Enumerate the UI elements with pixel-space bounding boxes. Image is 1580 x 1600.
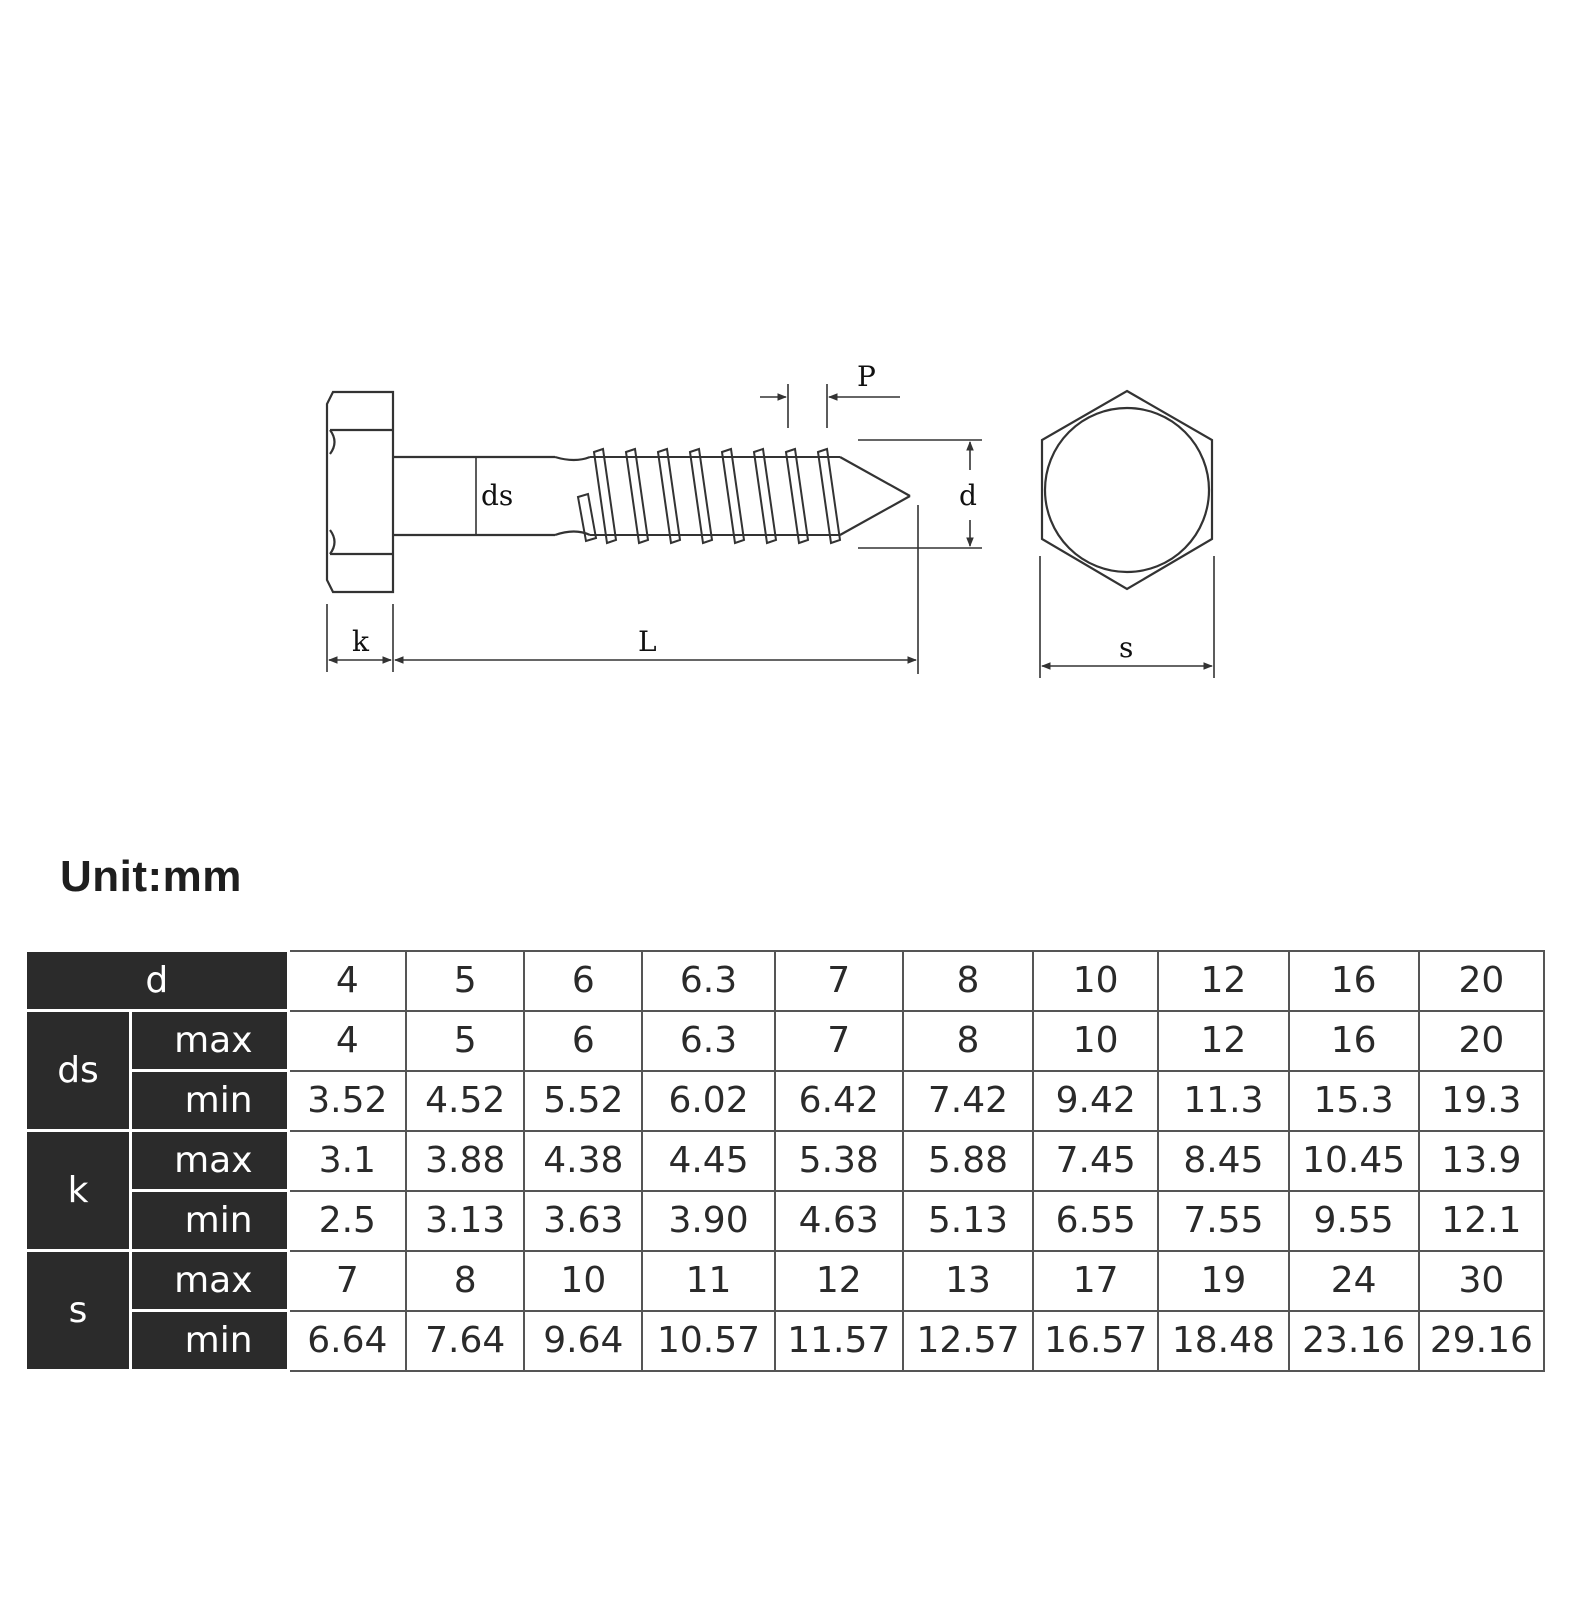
- value-cell: 3.1: [288, 1131, 406, 1191]
- value-cell: 4: [288, 1011, 406, 1071]
- value-cell: 4.45: [642, 1131, 774, 1191]
- thread-flight: [594, 449, 616, 543]
- thread-section: [578, 449, 840, 543]
- d-value-cell: 20: [1419, 951, 1544, 1011]
- pitch-dimension: [760, 384, 900, 428]
- row-label-min: min: [131, 1071, 289, 1131]
- value-cell: 5: [406, 1011, 524, 1071]
- d-value-cell: 4: [288, 951, 406, 1011]
- d-value-cell: 10: [1033, 951, 1158, 1011]
- value-cell: 11: [642, 1251, 774, 1311]
- value-cell: 6.42: [775, 1071, 903, 1131]
- value-cell: 5.52: [524, 1071, 642, 1131]
- value-cell: 9.42: [1033, 1071, 1158, 1131]
- value-cell: 24: [1289, 1251, 1419, 1311]
- d-value-cell: 8: [903, 951, 1033, 1011]
- thread-flight: [658, 449, 680, 543]
- value-cell: 12.1: [1419, 1191, 1544, 1251]
- value-cell: 5.88: [903, 1131, 1033, 1191]
- value-cell: 10: [1033, 1011, 1158, 1071]
- row-label-max: max: [131, 1131, 289, 1191]
- value-cell: 5.38: [775, 1131, 903, 1191]
- header-d-cell: d: [26, 951, 289, 1011]
- value-cell: 7.64: [406, 1311, 524, 1371]
- unit-label: Unit:mm: [60, 852, 242, 901]
- value-cell: 3.88: [406, 1131, 524, 1191]
- value-cell: 2.5: [288, 1191, 406, 1251]
- value-cell: 20: [1419, 1011, 1544, 1071]
- value-cell: 8: [903, 1011, 1033, 1071]
- value-cell: 12: [775, 1251, 903, 1311]
- value-cell: 12: [1158, 1011, 1288, 1071]
- thread-flight: [754, 449, 776, 543]
- thread-flight: [626, 449, 648, 543]
- d-value-cell: 5: [406, 951, 524, 1011]
- value-cell: 15.3: [1289, 1071, 1419, 1131]
- value-cell: 18.48: [1158, 1311, 1288, 1371]
- value-cell: 23.16: [1289, 1311, 1419, 1371]
- thread-flight: [786, 449, 808, 543]
- value-cell: 13.9: [1419, 1131, 1544, 1191]
- table-row: [26, 1251, 1545, 1311]
- hex-head-end: [1042, 391, 1212, 589]
- value-cell: 7.42: [903, 1071, 1033, 1131]
- value-cell: 29.16: [1419, 1311, 1544, 1371]
- d-value-cell: 12: [1158, 951, 1288, 1011]
- d-value-cell: 16: [1289, 951, 1419, 1011]
- value-cell: 9.64: [524, 1311, 642, 1371]
- l-label: L: [638, 625, 657, 658]
- value-cell: 10.57: [642, 1311, 774, 1371]
- value-cell: 30: [1419, 1251, 1544, 1311]
- value-cell: 8.45: [1158, 1131, 1288, 1191]
- value-cell: 5.13: [903, 1191, 1033, 1251]
- value-cell: 6.3: [642, 1011, 774, 1071]
- value-cell: 10: [524, 1251, 642, 1311]
- group-label-s: s: [26, 1251, 131, 1371]
- group-label-ds: ds: [26, 1011, 131, 1131]
- value-cell: 7: [288, 1251, 406, 1311]
- value-cell: 16: [1289, 1011, 1419, 1071]
- screw-drawing: [0, 0, 1580, 760]
- value-cell: 4.52: [406, 1071, 524, 1131]
- thread-flight: [818, 449, 840, 543]
- value-cell: 4.38: [524, 1131, 642, 1191]
- value-cell: 8: [406, 1251, 524, 1311]
- value-cell: 12.57: [903, 1311, 1033, 1371]
- table-row: [26, 1191, 1545, 1251]
- value-cell: 19: [1158, 1251, 1288, 1311]
- value-cell: 19.3: [1419, 1071, 1544, 1131]
- value-cell: 3.13: [406, 1191, 524, 1251]
- value-cell: 7.55: [1158, 1191, 1288, 1251]
- value-cell: 6: [524, 1011, 642, 1071]
- hex-head-side: [327, 392, 393, 592]
- group-label-k: k: [26, 1131, 131, 1251]
- d-value-cell: 6: [524, 951, 642, 1011]
- thread-flight: [690, 449, 712, 543]
- table-header-row: [26, 951, 1545, 1011]
- value-cell: 6.64: [288, 1311, 406, 1371]
- value-cell: 11.3: [1158, 1071, 1288, 1131]
- value-cell: 11.57: [775, 1311, 903, 1371]
- s-label: s: [1119, 631, 1134, 664]
- pitch-label: P: [857, 360, 876, 393]
- value-cell: 13: [903, 1251, 1033, 1311]
- d-label: d: [959, 479, 977, 512]
- value-cell: 10.45: [1289, 1131, 1419, 1191]
- value-cell: 3.63: [524, 1191, 642, 1251]
- d-value-cell: 6.3: [642, 951, 774, 1011]
- screw-tip: [840, 457, 910, 535]
- value-cell: 16.57: [1033, 1311, 1158, 1371]
- value-cell: 7.45: [1033, 1131, 1158, 1191]
- value-cell: 6.02: [642, 1071, 774, 1131]
- value-cell: 7: [775, 1011, 903, 1071]
- k-label: k: [352, 625, 369, 658]
- table-row: [26, 1311, 1545, 1371]
- row-label-min: min: [131, 1191, 289, 1251]
- row-label-max: max: [131, 1251, 289, 1311]
- value-cell: 4.63: [775, 1191, 903, 1251]
- table-row: [26, 1071, 1545, 1131]
- ds-label: ds: [481, 479, 514, 512]
- spec-table: [24, 949, 1545, 1372]
- thread-flight: [722, 449, 744, 543]
- table-row: [26, 1011, 1545, 1071]
- value-cell: 3.90: [642, 1191, 774, 1251]
- table-row: [26, 1131, 1545, 1191]
- d-value-cell: 7: [775, 951, 903, 1011]
- value-cell: 6.55: [1033, 1191, 1158, 1251]
- row-label-min: min: [131, 1311, 289, 1371]
- value-cell: 9.55: [1289, 1191, 1419, 1251]
- value-cell: 17: [1033, 1251, 1158, 1311]
- value-cell: 3.52: [288, 1071, 406, 1131]
- row-label-max: max: [131, 1011, 289, 1071]
